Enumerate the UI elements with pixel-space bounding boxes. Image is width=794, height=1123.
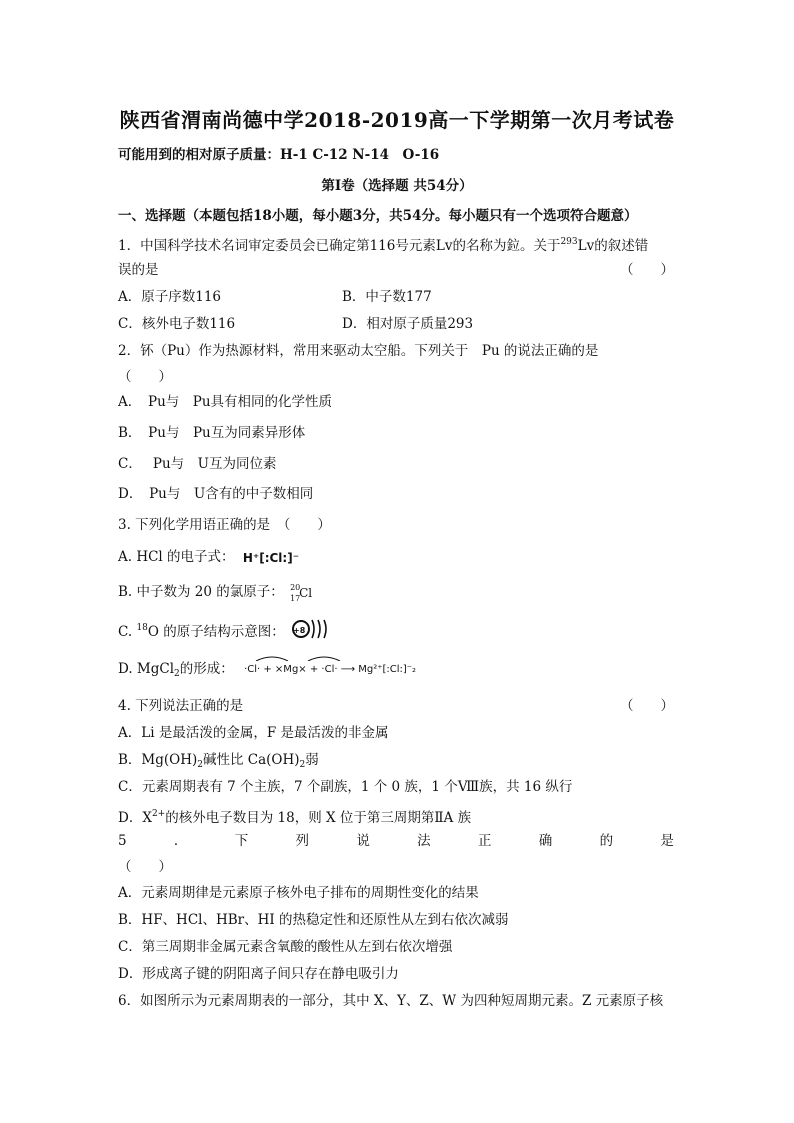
q5-option-c: C．第三周期非金属元素含氧酸的酸性从左到右依次增强 — [118, 939, 453, 955]
section-heading: 第Ⅰ卷（选择题 共54分） — [321, 178, 473, 194]
chlorine-nuclide: 20 17 Cl — [290, 582, 313, 603]
q4-answer-paren: （ ） — [620, 698, 674, 714]
mgcl2-formation-diagram: ·Cl· + ×Mg× + ·Cl· ⟶ Mg²⁺[:Cl:]⁻₂ — [244, 661, 416, 679]
q1-option-b: B．中子数177 — [342, 289, 432, 305]
q1-option-a: A．原子序数116 — [118, 289, 222, 305]
q3-stem: 3. 下列化学用语正确的是 （ ） — [118, 517, 331, 533]
q4-option-c: C．元素周期表有 7 个主族，7 个副族，1 个 0 族，1 个Ⅷ族，共 16 纵行 — [118, 779, 573, 795]
q1-answer-paren: （ ） — [620, 262, 674, 278]
q1-option-c: C．核外电子数116 — [118, 316, 236, 332]
q5-stem: 5 ． 下 列 说 法 正 确 的 是 — [118, 833, 674, 849]
q1-options-cd — [118, 315, 674, 333]
exam-title: 陕西省渭南尚德中学2018-2019高一下学期第一次月考试卷 — [119, 108, 675, 132]
q4-stem: 4. 下列说法正确的是 （ ） — [118, 698, 674, 714]
q5-option-a: A．元素周期律是元素原子核外电子排布的周期性变化的结果 — [118, 885, 479, 901]
q1-line2: 误的是 （ ） — [118, 262, 674, 278]
q2-option-b: B． Pu与 Pu互为同素异形体 — [118, 425, 306, 441]
q3-option-d: D. MgCl$_2$的形成： ·Cl· + ×Mg× + ·Cl· ⟶ Mg²⁺[:Cl:]⁻₂ — [118, 660, 416, 683]
q4-option-d: D．$X^{2+}$的核外电子数目为 18，则 X 位于第三周期第ⅡA 族 — [118, 809, 472, 826]
q2-option-c: C． Pu与 U互为同位素 — [118, 456, 277, 472]
q3-option-a: A. HCl 的电子式： H⁺[:Cl:]⁻ — [118, 549, 300, 565]
q1-nuclide-mass: 293 — [560, 237, 578, 247]
q4-option-b: B．$Mg(OH)_2$碱性比 $Ca(OH)_2$弱 — [118, 752, 319, 770]
part-heading: 一、选择题（本题包括18小题，每小题3分，共54分。每小题只有一个选项符合题意） — [118, 208, 638, 224]
hcl-electron-formula: H⁺[:Cl:]⁻ — [242, 550, 300, 565]
q4-option-a: A．Li 是最活泼的金属，F 是最活泼的非金属 — [118, 725, 389, 741]
oxygen-atom-structure-diagram — [291, 621, 331, 645]
q1-options-ab — [118, 288, 674, 306]
nucleus-charge: +8 — [293, 625, 306, 635]
q2-line2: （ ） — [118, 369, 172, 385]
q1-option-d: D．相对原子质量293 — [342, 316, 474, 332]
q6-line1: 6．如图所示为元素周期表的一部分，其中 X、Y、Z、W 为四种短周期元素。Z 元素原子核 — [118, 993, 664, 1009]
q3-option-c: C. $^{18}$O 的原子结构示意图： +8 — [118, 619, 331, 645]
q5-answer-paren: （ ） — [118, 859, 172, 875]
q5-option-d: D．形成离子键的阴阳离子间只存在静电吸引力 — [118, 966, 399, 982]
q1-line1: 1．中国科学技术名词审定委员会已确定第116号元素Lv的名称为鉝。关于$^{293}$Lv的叙述错 — [118, 237, 649, 254]
atomic-mass-line: 可能用到的相对原子质量：H-1 C-12 N-14 O-16 — [118, 147, 440, 163]
q3-option-b: B. 中子数为 20 的氯原子： 20 17 Cl — [118, 582, 313, 603]
q2-option-d: D． Pu与 U含有的中子数相同 — [118, 486, 314, 502]
q2-option-a: A． Pu与 Pu具有相同的化学性质 — [118, 394, 333, 410]
q2-line1: 2．钚（Pu）作为热源材料，常用来驱动太空船。下列关于 Pu 的说法正确的是 — [118, 343, 599, 359]
q5-option-b: B．HF、HCl、HBr、HI 的热稳定性和还原性从左到右依次减弱 — [118, 912, 509, 928]
